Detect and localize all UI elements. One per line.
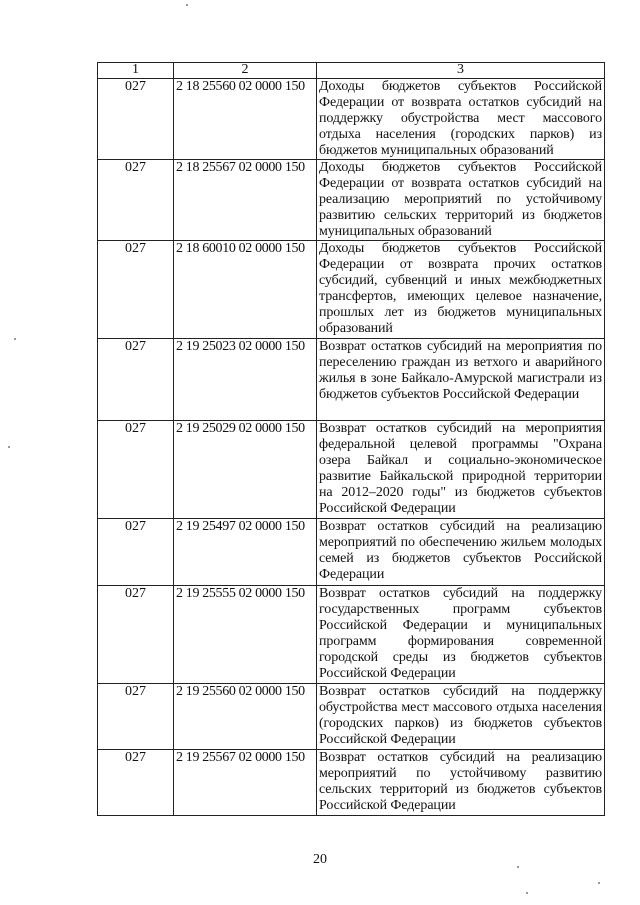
admin-code-cell: 027 [98, 586, 174, 684]
description-cell: Возврат остатков субсидий на реализацию мероприятий по обеспечению жильем молодых семей из бюджетов субъектов Российской Федерации [317, 519, 605, 586]
budget-code-cell: 2 19 25555 02 0000 150 [174, 586, 317, 684]
admin-code-cell: 027 [98, 519, 174, 586]
description-cell: Возврат остатков субсидий на мероприятия федеральной целевой программы "Охрана озера Байкал и социально-экономическое развитие Байкальской природной территории на 2012–2020 годы" из бюджетов субъектов Российской Федерации [317, 421, 605, 519]
table-row [98, 586, 605, 684]
scan-speck [8, 446, 10, 448]
header-col-3: 3 [317, 63, 605, 79]
table-row [98, 241, 605, 339]
table-row [98, 79, 605, 160]
budget-code-cell: 2 19 25023 02 0000 150 [174, 339, 317, 421]
page-number: 20 [313, 852, 327, 867]
table-row [98, 421, 605, 519]
description-cell: Доходы бюджетов субъектов Российской Федерации от возврата остатков субсидий на поддержку обустройства мест массового отдыха населения (городских парков) из бюджетов муниципальных образований [317, 79, 605, 160]
scan-speck [14, 338, 16, 340]
admin-code-cell: 027 [98, 79, 174, 160]
budget-code-cell: 2 19 25497 02 0000 150 [174, 519, 317, 586]
admin-code-cell: 027 [98, 339, 174, 421]
scan-speck [186, 4, 188, 6]
table-row [98, 750, 605, 816]
description-cell: Возврат остатков субсидий на реализацию мероприятий по устойчивому развитию сельских территорий из бюджетов субъектов Российской Федерации [317, 750, 605, 816]
budget-classification-table [97, 62, 605, 816]
description-cell: Возврат остатков субсидий на поддержку государственных программ субъектов Российской Федерации и муниципальных программ формирования современной городской среды из бюджетов субъектов Российской Федерации [317, 586, 605, 684]
table-header-row [98, 63, 605, 79]
admin-code-cell: 027 [98, 684, 174, 750]
description-cell: Доходы бюджетов субъектов Российской Федерации от возврата прочих остатков субсидий, субвенций и иных межбюджетных трансфертов, имеющих целевое назначение, прошлых лет из бюджетов муниципальных образований [317, 241, 605, 339]
budget-code-cell: 2 18 25560 02 0000 150 [174, 79, 317, 160]
admin-code-cell: 027 [98, 421, 174, 519]
budget-code-cell: 2 19 25560 02 0000 150 [174, 684, 317, 750]
description-cell: Возврат остатков субсидий на мероприятия по переселению граждан из ветхого и аварийного жилья в зоне Байкало-Амурской магистрали из бюджетов субъектов Российской Федерации [317, 339, 605, 421]
admin-code-cell: 027 [98, 160, 174, 241]
budget-code-cell: 2 19 25567 02 0000 150 [174, 750, 317, 816]
admin-code-cell: 027 [98, 241, 174, 339]
header-col-1: 1 [98, 63, 174, 79]
budget-code-cell: 2 19 25029 02 0000 150 [174, 421, 317, 519]
table-row [98, 519, 605, 586]
budget-code-cell: 2 18 25567 02 0000 150 [174, 160, 317, 241]
budget-code-cell: 2 18 60010 02 0000 150 [174, 241, 317, 339]
scan-speck [598, 882, 600, 884]
scan-speck [526, 892, 528, 894]
header-col-2: 2 [174, 63, 317, 79]
admin-code-cell: 027 [98, 750, 174, 816]
table-row [98, 339, 605, 421]
table-row [98, 684, 605, 750]
scan-speck [517, 866, 519, 868]
table-row [98, 160, 605, 241]
description-cell: Возврат остатков субсидий на поддержку обустройства мест массового отдыха населения (городских парков) из бюджетов субъектов Российской Федерации [317, 684, 605, 750]
description-cell: Доходы бюджетов субъектов Российской Федерации от возврата остатков субсидий на реализацию мероприятий по устойчивому развитию сельских территорий из бюджетов муниципальных образований [317, 160, 605, 241]
